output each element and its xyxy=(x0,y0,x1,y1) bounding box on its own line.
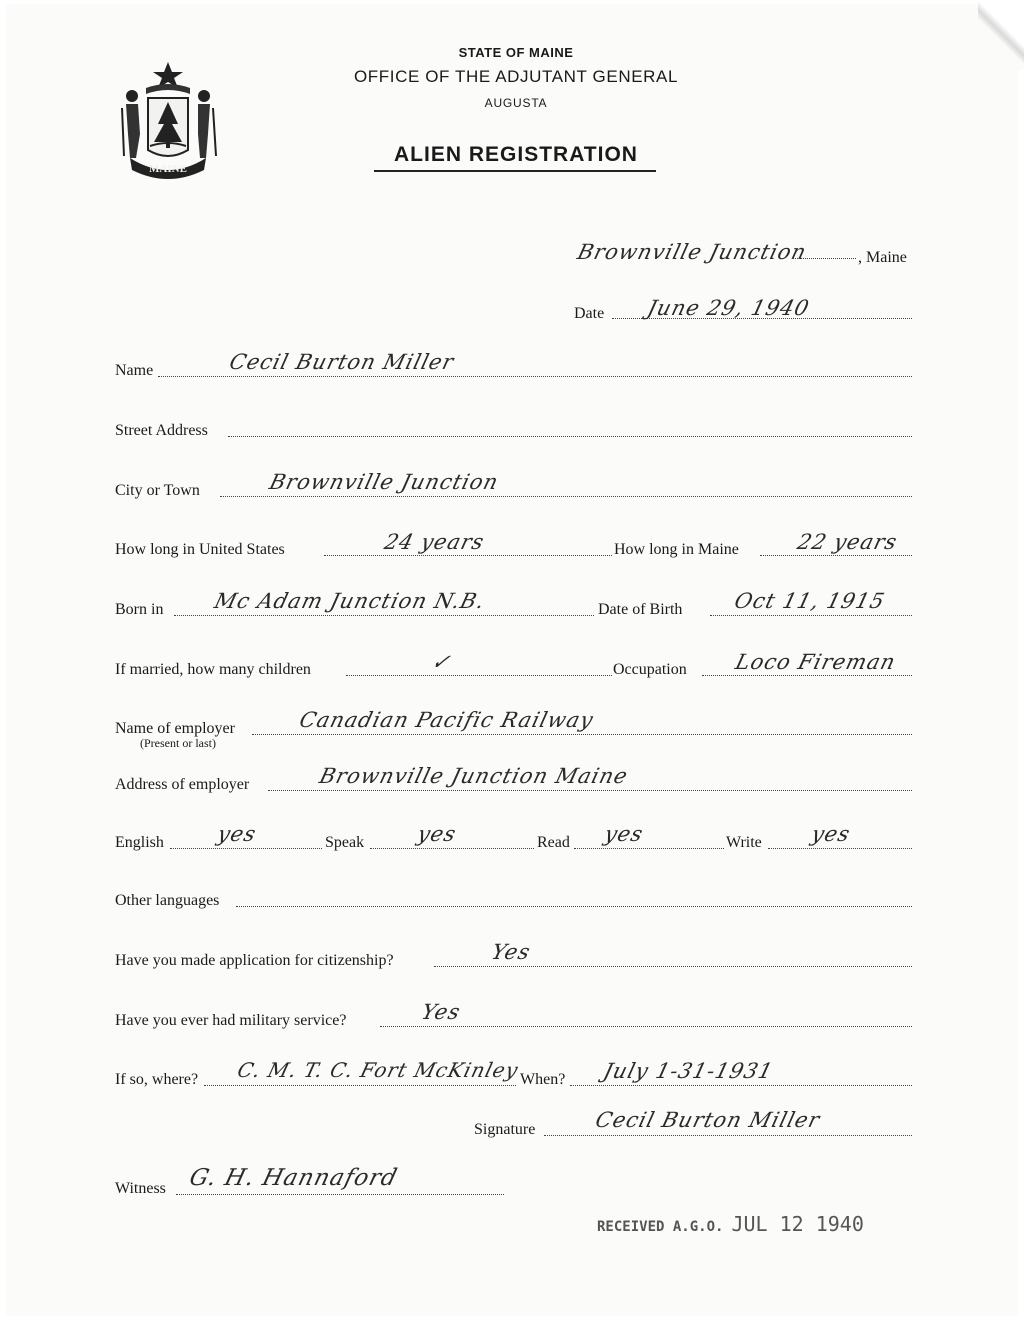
children-value: ✓ xyxy=(429,650,454,674)
employer-address-value: Brownville Junction Maine xyxy=(317,764,631,788)
city-value: Brownville Junction xyxy=(267,470,502,494)
citizenship-dots xyxy=(434,966,912,967)
military-dots xyxy=(380,1026,912,1027)
date-label: Date xyxy=(574,305,605,322)
employer-name-value: Canadian Pacific Railway xyxy=(297,708,597,732)
form-title: ALIEN REGISTRATION xyxy=(394,143,638,166)
employer-note: (Present or last) xyxy=(140,736,216,750)
date-of-birth-value: Oct 11, 1915 xyxy=(732,589,888,613)
name-dots xyxy=(158,376,912,377)
how-long-maine-dots xyxy=(760,555,912,556)
other-languages-label: Other languages xyxy=(115,892,220,909)
military-value: Yes xyxy=(419,1000,464,1024)
how-long-us-dots xyxy=(324,555,612,556)
citizenship-value: Yes xyxy=(489,940,534,964)
employer-name-dots xyxy=(252,734,912,735)
witness-dots xyxy=(176,1194,504,1195)
where-label: If so, where? xyxy=(115,1071,199,1088)
speak-dots xyxy=(370,848,534,849)
read-label: Read xyxy=(537,834,570,851)
seal-banner-text: MAINE xyxy=(149,163,187,175)
employer-name-label: Name of employer xyxy=(115,720,235,737)
signature-value: Cecil Burton Miller xyxy=(593,1108,823,1132)
signature-dots xyxy=(544,1135,912,1136)
date-value: June 29, 1940 xyxy=(645,296,813,320)
military-label: Have you ever had military service? xyxy=(115,1012,347,1029)
when-label: When? xyxy=(520,1071,566,1088)
born-in-value: Mc Adam Junction N.B. xyxy=(212,589,488,613)
when-dots xyxy=(570,1085,912,1086)
header-city: AUGUSTA xyxy=(484,96,548,110)
when-value: July 1-31-1931 xyxy=(601,1059,776,1083)
write-dots xyxy=(768,848,912,849)
where-value: C. M. T. C. Fort McKinley xyxy=(235,1058,522,1082)
name-value: Cecil Burton Miller xyxy=(227,350,457,374)
write-label: Write xyxy=(726,834,762,851)
header-state: STATE OF MAINE xyxy=(458,45,574,60)
town-dots xyxy=(792,258,856,259)
title-underline xyxy=(374,170,656,172)
english-value: yes xyxy=(215,822,260,846)
how-long-maine-value: 22 years xyxy=(795,530,901,554)
other-languages-dots xyxy=(236,906,912,907)
witness-label: Witness xyxy=(115,1180,166,1197)
occupation-value: Loco Fireman xyxy=(733,650,899,674)
born-in-label: Born in xyxy=(115,601,164,618)
speak-label: Speak xyxy=(325,834,365,851)
name-label: Name xyxy=(115,362,154,379)
street-address-label: Street Address xyxy=(115,422,208,439)
born-in-dots xyxy=(174,615,594,616)
header-office: OFFICE OF THE ADJUTANT GENERAL xyxy=(353,67,679,86)
received-stamp-label: RECEIVED A.G.O. xyxy=(597,1219,724,1235)
maine-label: , Maine xyxy=(858,249,907,266)
date-of-birth-label: Date of Birth xyxy=(598,601,683,618)
children-label: If married, how many children xyxy=(115,661,311,678)
street-address-dots xyxy=(228,436,912,437)
town-value: Brownville Junction xyxy=(575,240,810,264)
witness-value: G. H. Hannaford xyxy=(186,1165,401,1191)
where-dots xyxy=(204,1085,516,1086)
write-value: yes xyxy=(809,822,854,846)
city-dots xyxy=(220,496,912,497)
how-long-maine-label: How long in Maine xyxy=(614,541,739,558)
speak-value: yes xyxy=(415,822,460,846)
city-label: City or Town xyxy=(115,482,200,499)
how-long-us-value: 24 years xyxy=(382,530,488,554)
occupation-dots xyxy=(702,675,912,676)
read-dots xyxy=(574,848,724,849)
received-stamp-date: JUL 12 1940 xyxy=(731,1212,864,1236)
children-dots xyxy=(346,675,612,676)
employer-address-dots xyxy=(268,790,912,791)
how-long-us-label: How long in United States xyxy=(115,541,285,558)
date-of-birth-dots xyxy=(710,615,912,616)
english-dots xyxy=(170,848,322,849)
received-stamp xyxy=(597,1212,864,1236)
read-value: yes xyxy=(602,822,647,846)
occupation-label: Occupation xyxy=(613,661,687,678)
citizenship-label: Have you made application for citizenship? xyxy=(115,952,394,969)
signature-label: Signature xyxy=(474,1121,536,1138)
english-label: English xyxy=(115,834,164,851)
employer-address-label: Address of employer xyxy=(115,776,250,793)
